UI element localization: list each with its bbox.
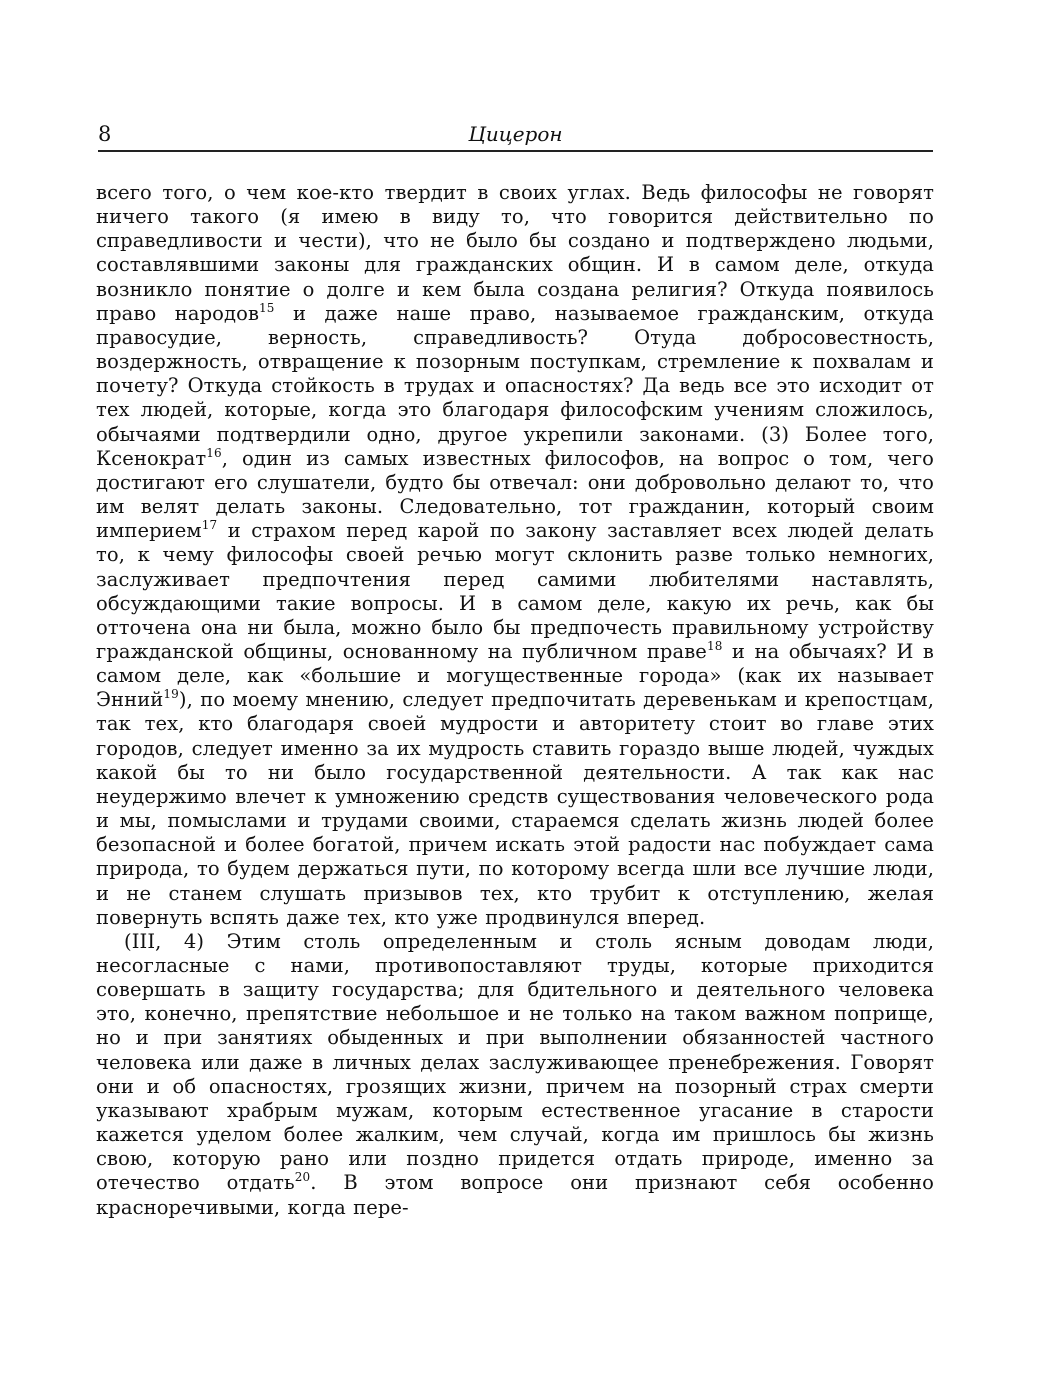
footnote-marker: 17 (201, 518, 218, 533)
paragraph (96, 181, 934, 930)
text-segment: . В этом вопросе они признают себя особенно красноречивыми, когда пере- (96, 1171, 934, 1219)
paragraph (96, 930, 934, 1220)
body-text (96, 181, 934, 1220)
footnote-marker: 16 (206, 445, 222, 460)
page-number: 8 (98, 122, 112, 146)
footnote-marker: 19 (163, 687, 179, 702)
text-segment: и даже наше право, называемое гражданским, откуда правосудие, верность, справедливость? Отуда добросовестность, воздержность, отвращение к позорным поступкам, стремление к похвалам и почету? Откуда стойкость в трудах и опасностях? Да ведь все это исходит от тех людей, которые, когда это благодаря философским учениям сложилось, обычаями подтвердили одно, другое укрепили законами. (3) Более того, Ксенократ (96, 301, 934, 470)
footnote-marker: 20 (294, 1170, 311, 1185)
footnote-marker: 15 (259, 300, 275, 315)
text-segment: ), по моему мнению, следует предпочитать деревенькам и крепостцам, так тех, кто благодаря своей мудрости и авторитету стоит во главе этих городов, следует именно за их мудрость ставить гораздо выше людей, чуждых какой бы то ни было государственной деятельности. А так как нас неудержимо влечет к умножению средств существования человеческого рода и мы, помыслами и трудами своими, стараемся сделать жизнь людей более безопасной и более богатой, причем искать этой радости нас побуждает сама природа, то будем держаться пути, по которому всегда шли все лучшие люди, и не станем слушать призывов тех, кто трубит к отступлению, желая повернуть вспять даже тех, кто уже продвинулся вперед. (96, 688, 934, 929)
text-segment: (III, 4) Этим столь определенным и столь ясным доводам люди, несогласные с нами, противопоставляют труды, которые приходится совершать в защиту государства; для бдительного и деятельного человека это, конечно, препятствие небольшое и не только на таком важном поприще, но и при занятиях обыденных и при выполнении обязанностей частного человека или даже в личных делах заслуживающее пренебрежения. Говорят они и об опасностях, грозящих жизни, причем на позорный страх смерти указывают храбрым мужам, которым естественное угасание в старости кажется уделом более жалким, чем случай, когда им пришлось бы жизнь свою, которую рано или поздно придется отдать природе, именно за отечество отдать (96, 929, 934, 1195)
footnote-marker: 18 (706, 638, 723, 653)
running-title: Цицерон (468, 122, 563, 146)
text-segment: и страхом перед карой по закону заставляет всех людей делать то, к чему философы своей речью могут склонить разве только немногих, заслуживает предпочтения перед самими любителями наставлять, обсуждающими такие вопросы. И в самом деле, какую их речь, как бы отточена она ни была, можно было бы предпочесть правильному устройству гражданской общины, основанному на публичном праве (96, 519, 934, 663)
running-head (98, 120, 933, 152)
text-segment: и на обычаях? И в самом деле, как «большие и могущественные города» (как их называет Энний (96, 639, 934, 712)
text-segment: всего того, о чем кое-кто твердит в своих углах. Ведь философы не говорят ничего такого (я имею в виду то, что говорится действительно по справедливости и чести), что не было бы создано и подтверждено людьми, составлявшими законы для гражданских общин. И в самом деле, откуда возникло понятие о долге и кем была создана религия? Откуда появилось право народов (96, 181, 934, 325)
text-segment: , один из самых известных философов, на вопрос о том, чего достигают его слушатели, будто бы отвечал: они добровольно делают то, что им велят делать законы. Следовательно, тот гражданин, который своим империем (96, 446, 934, 543)
header-rule (98, 150, 933, 152)
